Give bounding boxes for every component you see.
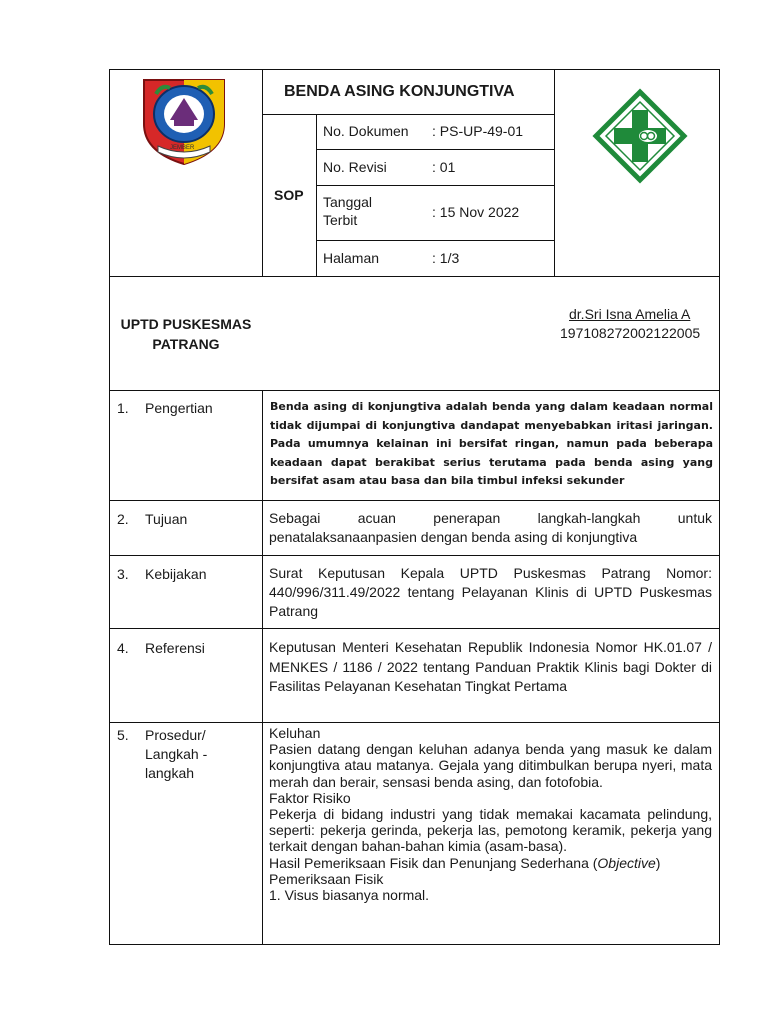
field-value-no-dokumen: : PS-UP-49-01	[432, 123, 524, 139]
subheading-keluhan: Keluhan	[269, 725, 321, 741]
section-text-prosedur	[269, 725, 712, 903]
subheading-faktor-risiko: Faktor Risiko	[269, 789, 351, 806]
section-title-referensi: Referensi	[145, 640, 205, 656]
jember-emblem-logo	[136, 72, 232, 168]
puskesmas-logo	[592, 88, 688, 184]
section-title-kebijakan: Kebijakan	[145, 566, 207, 582]
section-number: 5.	[117, 727, 129, 743]
field-label-no-dokumen: No. Dokumen	[323, 123, 409, 139]
section-title-prosedur: Prosedur/ Langkah - langkah	[145, 727, 208, 781]
field-label-tanggal-terbit: Tanggal Terbit	[323, 194, 373, 228]
subheading-pemeriksaan-fisik: Pemeriksaan Fisik	[269, 870, 384, 887]
objective-word: Objective	[597, 854, 656, 871]
emblem-ribbon-text: JEMBER	[170, 145, 195, 151]
section-text-referensi: Keputusan Menteri Kesehatan Republik Indonesia Nomor HK.01.07 / MENKES / 1186 / 2022 tentang Panduan Praktik Klinis bagi Dokter di Fasilitas Pelayanan Kesehatan Tingkat Pertama	[269, 639, 712, 694]
section-title-tujuan: Tujuan	[145, 511, 188, 527]
subheading-objective	[269, 855, 712, 871]
field-value-halaman: : 1/3	[432, 250, 460, 266]
signatory-nip: 197108272002122005	[560, 325, 701, 341]
section-number: 3.	[117, 566, 129, 582]
field-label-no-revisi: No. Revisi	[323, 159, 387, 175]
section-number: 1.	[117, 400, 129, 416]
section-title-pengertian: Pengertian	[145, 400, 213, 416]
document-title: BENDA ASING KONJUNGTIVA	[284, 83, 515, 100]
section-text-pengertian: Benda asing di konjungtiva adalah benda yang dalam keadaan normal tidak dijumpai di konjungtiva dandapat menyebabkan iritasi jaringan. Pada umumnya kelainan ini bersifat ringan, namun pada beberapa keadaan dapat berakibat serius terutama pada benda asing yang bersifat asam atau basa dan bila timbul infeksi sekunder	[270, 400, 713, 487]
field-value-no-revisi: : 01	[432, 159, 456, 175]
institution-name: UPTD PUSKESMAS PATRANG	[120, 316, 252, 352]
field-value-tanggal-terbit: : 15 Nov 2022	[432, 204, 520, 220]
sop-label: SOP	[274, 187, 304, 203]
objective-suffix: )	[655, 854, 661, 871]
section-number: 2.	[117, 511, 129, 527]
paragraph-keluhan: Pasien datang dengan keluhan adanya benda yang masuk ke dalam konjungtiva atau matanya. Gejala yang ditimbulkan berupa nyeri, mata merah dan berair, sensasi benda asing, dan fotofobia.	[269, 741, 712, 790]
field-label-halaman: Halaman	[323, 250, 380, 266]
section-number: 4.	[117, 640, 129, 656]
list-item-visus: 1. Visus biasanya normal.	[269, 887, 430, 904]
paragraph-faktor-risiko: Pekerja di bidang industri yang tidak memakai kacamata pelindung, seperti: pekerja gerinda, pekerja las, pemotong keramik, pekerja yang terkait dengan bahan-bahan kimia (asam-basa).	[269, 806, 712, 855]
section-text-tujuan: Sebagai acuan penerapan langkah-langkah untuk penatalaksanaanpasien dengan benda asing di konjungtiva	[269, 510, 712, 545]
section-text-kebijakan: Surat Keputusan Kepala UPTD Puskesmas Patrang Nomor: 440/996/311.49/2022 tentang Pelayanan Klinis di UPTD Puskesmas Patrang	[269, 565, 712, 619]
objective-prefix: Hasil Pemeriksaan Fisik dan Penunjang Sederhana (	[269, 854, 598, 871]
signatory-name: dr.Sri Isna Amelia A	[569, 306, 691, 322]
